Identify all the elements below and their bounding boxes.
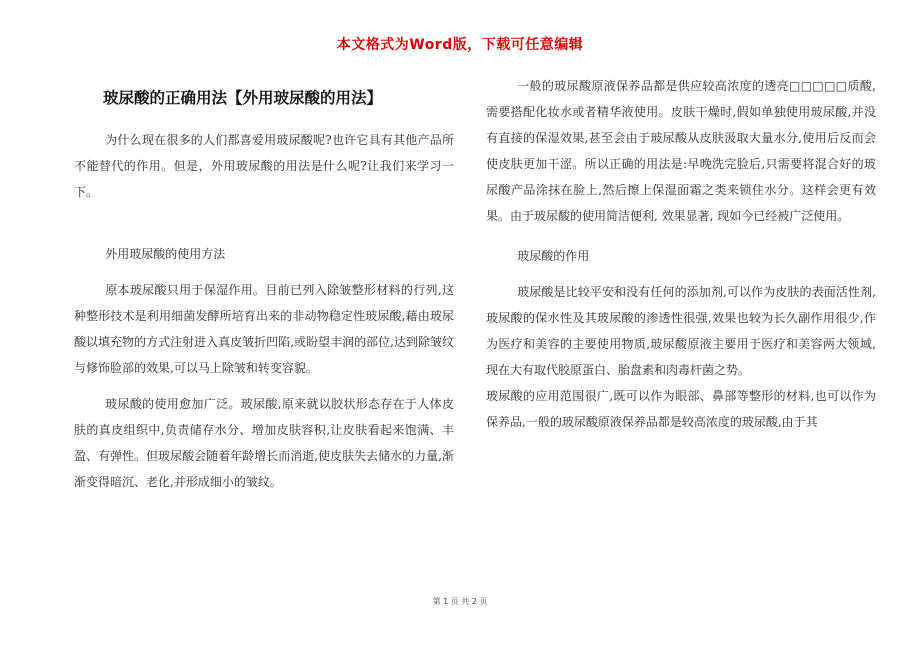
document-title: 玻尿酸的正确用法【外用玻尿酸的用法】 bbox=[103, 89, 383, 107]
word-format-banner: 本文格式为Word版，下载可任意编辑 bbox=[336, 37, 584, 53]
section-heading-effects: 玻尿酸的作用 bbox=[517, 249, 590, 263]
left-column bbox=[74, 127, 454, 495]
application-paragraph: 玻尿酸的应用范围很广,既可以作为眼部、鼻部等整形的材料,也可以作为保养品,一般的玻尿酸原液保养品都是较高浓度的玻尿酸,由于其 bbox=[486, 389, 876, 429]
right-column bbox=[486, 73, 876, 435]
section-heading-usage: 外用玻尿酸的使用方法 bbox=[105, 247, 226, 261]
serum-paragraph: 一般的玻尿酸原液保养品都是供应较高浓度的透亮□□□□□质酸,需要搭配化妆水或者精华液使用。皮肤干燥时,假如单独使用玻尿酸,并没有直接的保湿效果,甚至会由于玻尿酸从皮肤汲取大量水分,使用后反而会使皮肤更加干涩。所以正确的用法是:早晚洗完脸后,只需要将混合好的玻尿酸产品涂抹在脸上,然后擦上保湿面霜之类来锁住水分。这样会更有效果。由于玻尿酸的使用简洁便利, 效果显著, 现如今已经被广泛使用。 bbox=[486, 79, 876, 223]
usage-paragraph-2: 玻尿酸的使用愈加广泛。玻尿酸,原来就以胶状形态存在于人体皮肤的真皮组织中,负责储存水分、增加皮肤容积,让皮肤看起来饱满、丰盈、有弹性。但玻尿酸会随着年龄增长而消逝,使皮肤失去储水的力量,渐渐变得暗沉、老化,并形成细小的皱纹。 bbox=[74, 397, 454, 489]
page-number-footer: 第 1 页 共 2 页 bbox=[432, 597, 488, 606]
effects-paragraph: 玻尿酸是比较平安和没有任何的添加剂,可以作为皮肤的表面活性剂,玻尿酸的保水性及其玻尿酸的渗透性很强,效果也较为长久副作用很少,作为医疗和美容的主要使用物质,玻尿酸原液主要用于医疗和美容两大领域,现在大有取代胶原蛋白、胎盘素和肉毒杆菌之势。 bbox=[486, 285, 876, 377]
intro-paragraph: 为什么现在很多的人们都喜爱用玻尿酸呢?也许它具有其他产品所不能替代的作用。但是，外用玻尿酸的用法是什么呢?让我们来学习一下。 bbox=[74, 133, 454, 199]
usage-paragraph-1: 原本玻尿酸只用于保湿作用。目前已列入除皱整形材料的行列,这种整形技术是利用细菌发酵所培育出来的非动物稳定性玻尿酸,藉由玻尿酸以填充物的方式注射进入真皮皱折凹陷,或盼望丰润的部位,达到除皱纹与修饰脸部的效果,可以马上除皱和转变容貌。 bbox=[74, 283, 454, 375]
